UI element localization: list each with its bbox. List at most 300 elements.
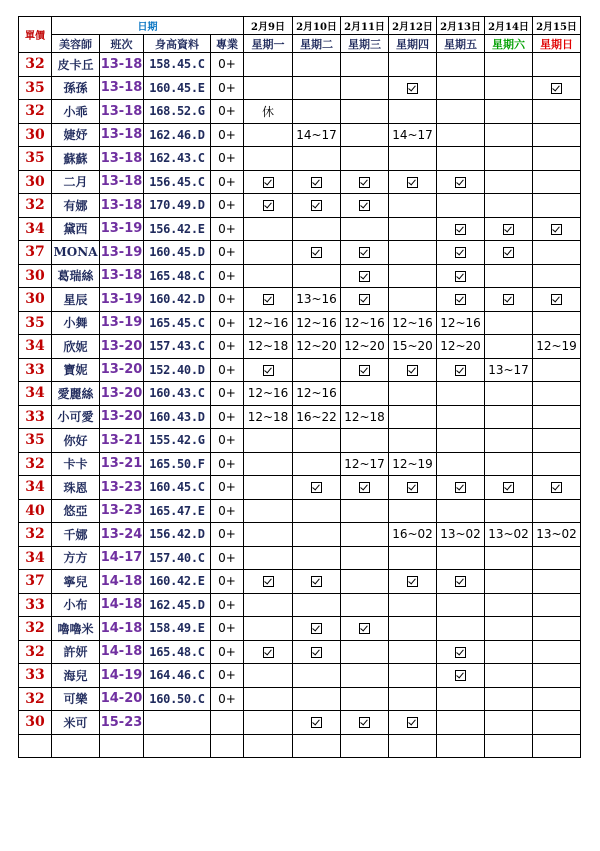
shift-cell: 13-19	[100, 241, 144, 265]
day-cell	[293, 523, 341, 547]
day-cell	[389, 147, 437, 171]
date-cell: 2月15日	[533, 17, 581, 35]
checkbox-checked-icon	[503, 482, 514, 493]
day-cell	[389, 76, 437, 100]
day-cell: 13~02	[485, 523, 533, 547]
table-row	[19, 382, 581, 406]
day-cell	[437, 640, 485, 664]
date-header: 日期	[52, 17, 244, 35]
beautician-name: 千娜	[52, 523, 100, 547]
day-cell	[389, 687, 437, 711]
day-cell	[341, 358, 389, 382]
day-cell	[437, 53, 485, 77]
day-cell	[244, 734, 293, 758]
day-cell	[293, 429, 341, 453]
profile-cell: 165.48.C	[144, 640, 211, 664]
day-cell	[437, 170, 485, 194]
profile-cell: 165.50.F	[144, 452, 211, 476]
checkbox-checked-icon	[311, 647, 322, 658]
day-cell	[533, 123, 581, 147]
table-row	[19, 499, 581, 523]
day-cell	[293, 593, 341, 617]
checkbox-checked-icon	[311, 576, 322, 587]
pro-cell: 0+	[211, 194, 244, 218]
day-cell: 12~19	[389, 452, 437, 476]
day-cell	[485, 194, 533, 218]
profile-cell: 162.46.D	[144, 123, 211, 147]
day-cell	[244, 264, 293, 288]
beautician-name: 婕妤	[52, 123, 100, 147]
day-cell	[341, 217, 389, 241]
beautician-name	[52, 734, 100, 758]
checkbox-checked-icon	[455, 271, 466, 282]
day-cell	[293, 570, 341, 594]
checkbox-checked-icon	[455, 294, 466, 305]
profile-cell: 160.43.D	[144, 405, 211, 429]
day-cell	[485, 100, 533, 124]
pro-cell: 0+	[211, 358, 244, 382]
pro-cell: 0+	[211, 664, 244, 688]
day-cell: 13~02	[437, 523, 485, 547]
price-cell: 30	[19, 288, 52, 312]
beautician-name: 嚕嚕米	[52, 617, 100, 641]
day-cell	[389, 734, 437, 758]
table-row	[19, 194, 581, 218]
header-row-dates	[19, 17, 581, 35]
shift-cell: 14-18	[100, 640, 144, 664]
day-cell	[437, 687, 485, 711]
shift-cell: 14-19	[100, 664, 144, 688]
beautician-header: 美容師	[52, 35, 100, 53]
checkbox-checked-icon	[359, 623, 370, 634]
date-cell: 2月11日	[341, 17, 389, 35]
price-cell: 35	[19, 311, 52, 335]
table-row	[19, 711, 581, 735]
pro-cell	[211, 711, 244, 735]
profile-cell: 160.43.C	[144, 382, 211, 406]
beautician-name: 小布	[52, 593, 100, 617]
profile-cell: 156.45.C	[144, 170, 211, 194]
day-cell	[437, 288, 485, 312]
profile-header: 身高資料	[144, 35, 211, 53]
day-cell	[437, 476, 485, 500]
day-cell	[244, 288, 293, 312]
beautician-name: 卡卡	[52, 452, 100, 476]
checkbox-checked-icon	[359, 200, 370, 211]
day-cell	[293, 76, 341, 100]
day-cell	[341, 664, 389, 688]
day-cell	[533, 570, 581, 594]
checkbox-checked-icon	[263, 177, 274, 188]
day-cell	[485, 499, 533, 523]
pro-cell: 0+	[211, 217, 244, 241]
day-cell	[389, 170, 437, 194]
day-cell: 14~17	[293, 123, 341, 147]
pro-cell: 0+	[211, 405, 244, 429]
day-cell	[437, 100, 485, 124]
checkbox-checked-icon	[407, 365, 418, 376]
day-cell	[485, 711, 533, 735]
table-row	[19, 640, 581, 664]
profile-cell	[144, 711, 211, 735]
date-cell: 2月12日	[389, 17, 437, 35]
day-cell	[533, 382, 581, 406]
pro-cell: 0+	[211, 241, 244, 265]
table-row	[19, 147, 581, 171]
shift-cell: 13-18	[100, 53, 144, 77]
day-cell	[533, 264, 581, 288]
day-cell	[244, 523, 293, 547]
day-cell	[293, 546, 341, 570]
day-cell	[389, 664, 437, 688]
day-cell	[485, 546, 533, 570]
checkbox-checked-icon	[551, 83, 562, 94]
table-row	[19, 335, 581, 359]
day-cell	[485, 476, 533, 500]
pro-cell: 0+	[211, 452, 244, 476]
shift-cell: 15-23	[100, 711, 144, 735]
pro-cell: 0+	[211, 123, 244, 147]
day-cell	[389, 53, 437, 77]
day-cell	[437, 593, 485, 617]
header-row-labels	[19, 35, 581, 53]
price-cell: 32	[19, 523, 52, 547]
day-cell	[485, 217, 533, 241]
price-cell: 32	[19, 53, 52, 77]
day-cell	[533, 53, 581, 77]
date-cell: 2月13日	[437, 17, 485, 35]
day-cell: 15~20	[389, 335, 437, 359]
day-cell	[389, 382, 437, 406]
beautician-name: 小可愛	[52, 405, 100, 429]
pro-header: 專業	[211, 35, 244, 53]
price-cell: 34	[19, 217, 52, 241]
day-cell: 12~20	[293, 335, 341, 359]
day-cell: 13~02	[533, 523, 581, 547]
day-cell	[437, 429, 485, 453]
day-cell	[244, 429, 293, 453]
beautician-name: 二月	[52, 170, 100, 194]
day-cell	[533, 76, 581, 100]
beautician-name: 星辰	[52, 288, 100, 312]
day-cell	[293, 617, 341, 641]
price-cell: 33	[19, 358, 52, 382]
checkbox-checked-icon	[407, 482, 418, 493]
shift-cell: 13-21	[100, 429, 144, 453]
day-cell	[293, 358, 341, 382]
price-cell: 37	[19, 570, 52, 594]
day-cell	[437, 452, 485, 476]
date-cell: 2月10日	[293, 17, 341, 35]
profile-cell: 165.48.C	[144, 264, 211, 288]
profile-cell: 165.47.E	[144, 499, 211, 523]
checkbox-checked-icon	[407, 177, 418, 188]
day-cell: 12~16	[389, 311, 437, 335]
day-cell	[389, 546, 437, 570]
shift-cell: 13-19	[100, 311, 144, 335]
checkbox-checked-icon	[455, 224, 466, 235]
pro-cell: 0+	[211, 687, 244, 711]
day-cell	[533, 593, 581, 617]
table-row	[19, 452, 581, 476]
beautician-name: 悠亞	[52, 499, 100, 523]
weekday-cell-saturday: 星期六	[485, 35, 533, 53]
pro-cell: 0+	[211, 100, 244, 124]
shift-cell: 13-19	[100, 288, 144, 312]
beautician-name: 蘇蘇	[52, 147, 100, 171]
shift-cell: 14-18	[100, 570, 144, 594]
beautician-name: 許妍	[52, 640, 100, 664]
pro-cell: 0+	[211, 499, 244, 523]
checkbox-checked-icon	[263, 200, 274, 211]
checkbox-checked-icon	[407, 717, 418, 728]
checkbox-checked-icon	[503, 224, 514, 235]
profile-cell: 160.45.D	[144, 241, 211, 265]
shift-cell: 13-18	[100, 264, 144, 288]
price-cell: 32	[19, 452, 52, 476]
table-row	[19, 241, 581, 265]
day-cell	[437, 217, 485, 241]
checkbox-checked-icon	[359, 294, 370, 305]
checkbox-checked-icon	[455, 365, 466, 376]
price-cell: 32	[19, 687, 52, 711]
day-cell	[485, 382, 533, 406]
day-cell	[389, 711, 437, 735]
pro-cell: 0+	[211, 147, 244, 171]
price-cell: 37	[19, 241, 52, 265]
price-cell: 35	[19, 76, 52, 100]
day-cell	[293, 217, 341, 241]
day-cell	[437, 617, 485, 641]
day-cell	[341, 100, 389, 124]
price-cell: 33	[19, 593, 52, 617]
checkbox-checked-icon	[455, 177, 466, 188]
day-cell	[485, 429, 533, 453]
table-row	[19, 405, 581, 429]
table-row	[19, 429, 581, 453]
day-cell	[244, 452, 293, 476]
day-cell	[485, 664, 533, 688]
price-cell: 32	[19, 617, 52, 641]
day-cell	[341, 147, 389, 171]
day-cell	[533, 288, 581, 312]
shift-header: 班次	[100, 35, 144, 53]
checkbox-checked-icon	[311, 623, 322, 634]
day-cell	[341, 546, 389, 570]
day-cell	[389, 217, 437, 241]
day-cell	[533, 734, 581, 758]
beautician-name: 寧兒	[52, 570, 100, 594]
checkbox-checked-icon	[311, 200, 322, 211]
day-cell	[533, 405, 581, 429]
schedule-table	[18, 16, 581, 758]
checkbox-checked-icon	[407, 83, 418, 94]
day-cell: 12~16	[293, 382, 341, 406]
shift-cell: 14-20	[100, 687, 144, 711]
profile-cell: 156.42.E	[144, 217, 211, 241]
day-cell	[244, 640, 293, 664]
day-cell	[389, 194, 437, 218]
price-cell: 35	[19, 429, 52, 453]
table-row	[19, 476, 581, 500]
day-cell	[341, 264, 389, 288]
day-cell	[293, 499, 341, 523]
date-cell: 2月9日	[244, 17, 293, 35]
checkbox-checked-icon	[455, 670, 466, 681]
pro-cell: 0+	[211, 523, 244, 547]
beautician-name: 你好	[52, 429, 100, 453]
day-cell	[244, 53, 293, 77]
shift-cell: 13-18	[100, 123, 144, 147]
pro-cell: 0+	[211, 288, 244, 312]
day-cell	[293, 452, 341, 476]
profile-cell: 160.42.D	[144, 288, 211, 312]
table-row	[19, 617, 581, 641]
weekday-cell: 星期二	[293, 35, 341, 53]
pro-cell: 0+	[211, 170, 244, 194]
day-cell	[533, 429, 581, 453]
checkbox-checked-icon	[263, 576, 274, 587]
price-cell: 30	[19, 264, 52, 288]
day-cell: 12~18	[341, 405, 389, 429]
day-cell	[485, 311, 533, 335]
profile-cell: 155.42.G	[144, 429, 211, 453]
day-cell	[533, 241, 581, 265]
table-row	[19, 100, 581, 124]
checkbox-checked-icon	[503, 247, 514, 258]
shift-cell: 14-18	[100, 617, 144, 641]
day-cell	[244, 123, 293, 147]
date-cell: 2月14日	[485, 17, 533, 35]
pro-cell	[211, 734, 244, 758]
day-cell	[437, 76, 485, 100]
shift-cell: 13-18	[100, 194, 144, 218]
table-row	[19, 288, 581, 312]
checkbox-checked-icon	[359, 247, 370, 258]
day-cell	[533, 711, 581, 735]
beautician-name: 黛西	[52, 217, 100, 241]
day-cell	[293, 194, 341, 218]
beautician-name: 愛麗絲	[52, 382, 100, 406]
shift-cell: 13-20	[100, 382, 144, 406]
price-header: 單價	[19, 17, 52, 53]
day-cell	[389, 570, 437, 594]
day-cell	[485, 335, 533, 359]
day-cell	[341, 499, 389, 523]
day-cell	[389, 405, 437, 429]
shift-cell: 13-18	[100, 170, 144, 194]
shift-cell: 13-21	[100, 452, 144, 476]
day-cell: 12~20	[437, 335, 485, 359]
day-cell	[437, 711, 485, 735]
day-cell: 13~17	[485, 358, 533, 382]
day-cell	[437, 570, 485, 594]
beautician-name: 小乖	[52, 100, 100, 124]
day-cell	[293, 241, 341, 265]
table-row	[19, 217, 581, 241]
beautician-name: 寶妮	[52, 358, 100, 382]
checkbox-checked-icon	[455, 576, 466, 587]
beautician-name: 方方	[52, 546, 100, 570]
table-row	[19, 593, 581, 617]
pro-cell: 0+	[211, 570, 244, 594]
day-cell	[341, 382, 389, 406]
day-cell	[244, 593, 293, 617]
day-cell	[485, 617, 533, 641]
shift-cell: 13-20	[100, 405, 144, 429]
profile-cell: 162.43.C	[144, 147, 211, 171]
day-cell	[485, 734, 533, 758]
day-cell	[293, 711, 341, 735]
day-cell	[389, 476, 437, 500]
table-row	[19, 123, 581, 147]
price-cell: 30	[19, 711, 52, 735]
day-cell	[293, 664, 341, 688]
price-cell: 34	[19, 546, 52, 570]
price-cell: 30	[19, 170, 52, 194]
profile-cell: 165.45.C	[144, 311, 211, 335]
day-cell	[485, 53, 533, 77]
day-cell	[533, 311, 581, 335]
price-cell: 32	[19, 194, 52, 218]
weekday-cell: 星期五	[437, 35, 485, 53]
day-cell	[389, 264, 437, 288]
price-cell	[19, 734, 52, 758]
day-cell	[437, 734, 485, 758]
beautician-name: 米可	[52, 711, 100, 735]
profile-cell: 164.46.C	[144, 664, 211, 688]
pro-cell: 0+	[211, 382, 244, 406]
weekday-cell: 星期一	[244, 35, 293, 53]
shift-cell: 13-23	[100, 499, 144, 523]
day-cell	[437, 382, 485, 406]
checkbox-checked-icon	[551, 294, 562, 305]
day-cell	[293, 264, 341, 288]
weekday-cell: 星期四	[389, 35, 437, 53]
profile-cell: 160.45.E	[144, 76, 211, 100]
day-cell	[293, 476, 341, 500]
beautician-name: MONA	[52, 241, 100, 265]
checkbox-checked-icon	[311, 177, 322, 188]
day-cell	[244, 358, 293, 382]
day-cell	[341, 687, 389, 711]
checkbox-checked-icon	[359, 717, 370, 728]
day-cell	[485, 123, 533, 147]
day-cell: 12~17	[341, 452, 389, 476]
price-cell: 33	[19, 405, 52, 429]
pro-cell: 0+	[211, 593, 244, 617]
beautician-name: 葛瑞絲	[52, 264, 100, 288]
pro-cell: 0+	[211, 335, 244, 359]
profile-cell: 158.45.C	[144, 53, 211, 77]
table-row	[19, 734, 581, 758]
day-cell	[293, 734, 341, 758]
day-cell	[244, 476, 293, 500]
beautician-name: 欣妮	[52, 335, 100, 359]
weekday-cell-sunday: 星期日	[533, 35, 581, 53]
day-cell	[485, 264, 533, 288]
beautician-name: 珠恩	[52, 476, 100, 500]
day-cell	[485, 640, 533, 664]
day-cell	[533, 147, 581, 171]
day-cell	[341, 711, 389, 735]
pro-cell: 0+	[211, 76, 244, 100]
day-cell	[533, 100, 581, 124]
day-cell	[244, 217, 293, 241]
checkbox-checked-icon	[455, 247, 466, 258]
day-cell	[485, 147, 533, 171]
table-row	[19, 311, 581, 335]
